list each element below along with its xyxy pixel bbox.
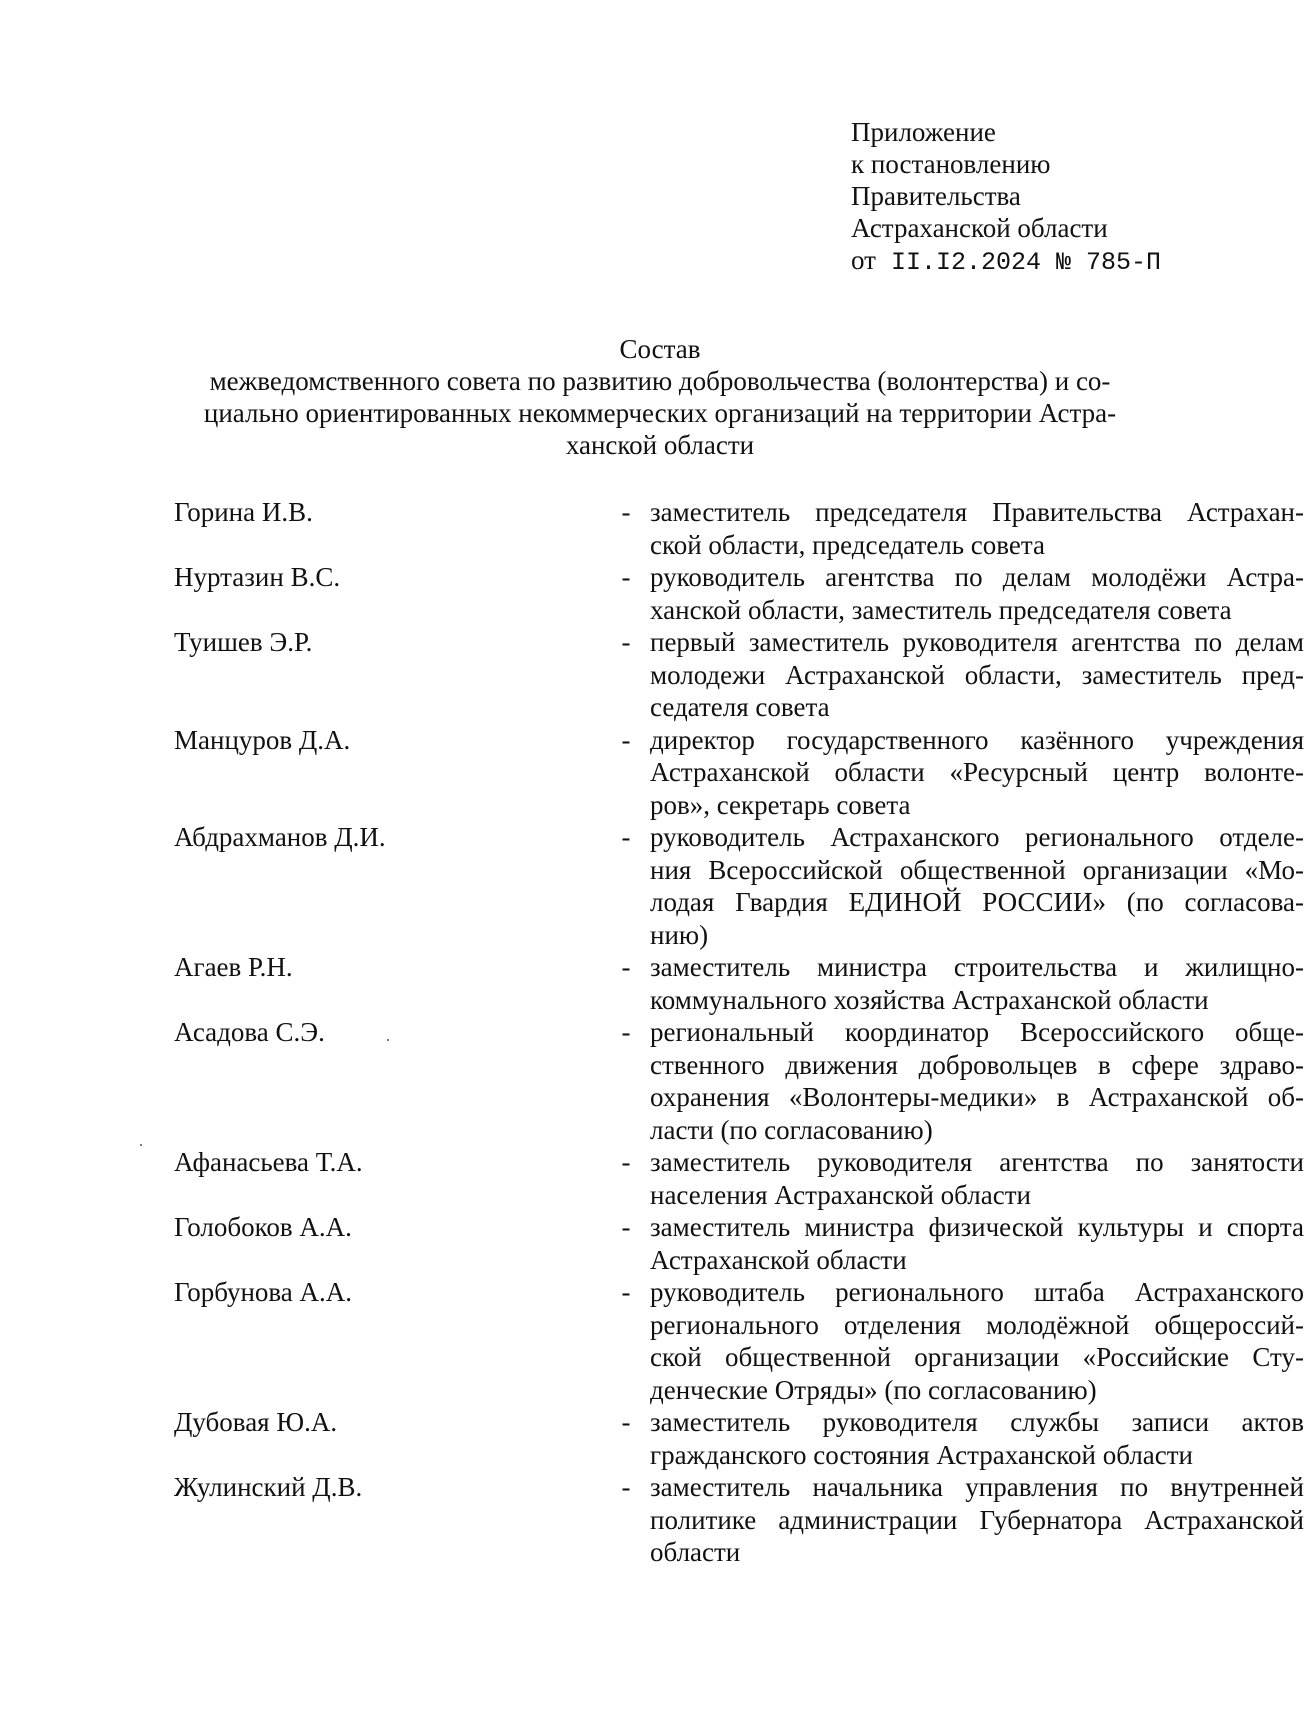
member-role <box>650 1016 1304 1146</box>
member-dash: - <box>621 1407 631 1437</box>
member-role-line: руководитель Астраханского регионального отделе- <box>650 822 1304 852</box>
member-role-line: политике администрации Губернатора Астраханской <box>650 1504 1304 1535</box>
member-dash: - <box>621 1472 631 1502</box>
title-heading: Состав <box>619 334 701 364</box>
member-role-line: гражданского состояния Астраханской области <box>650 1439 1194 1470</box>
member-role <box>650 1471 1304 1569</box>
member-role-line: коммунального хозяйства Астраханской области <box>650 984 1209 1015</box>
member-name: Агаев Р.Н. <box>174 952 293 982</box>
member-dash: - <box>621 562 631 592</box>
member-role-line: регионального отделения молодёжной общероссий- <box>650 1309 1304 1340</box>
member-role-line: руководитель агентства по делам молодёжи Астра- <box>650 562 1304 592</box>
member-role-line: заместитель руководителя службы записи актов <box>650 1407 1304 1437</box>
member-dash: - <box>621 1147 631 1177</box>
member-role-line: ской области, председатель совета <box>650 529 1045 560</box>
member-row <box>174 1016 1304 1146</box>
member-dash: - <box>621 1017 631 1047</box>
member-row <box>174 724 1304 822</box>
member-role-line: заместитель начальника управления по внутренней <box>650 1472 1304 1502</box>
member-role <box>650 561 1304 626</box>
appendix-line: к постановлению <box>851 149 1051 179</box>
title-line: межведомственного совета по развитию добровольчества (волонтерства) и со- <box>209 366 1111 396</box>
member-dash: - <box>621 627 631 657</box>
member-role-line: руководитель регионального штаба Астраханского <box>650 1277 1304 1307</box>
member-role-line: денческие Отряды» (по согласованию) <box>650 1374 1097 1405</box>
member-role-line: ров», секретарь совета <box>650 789 911 820</box>
member-row <box>174 1276 1304 1406</box>
member-name: Нуртазин В.С. <box>174 562 341 592</box>
member-role <box>650 951 1304 1016</box>
member-role-line: региональный координатор Всероссийского обще- <box>650 1017 1304 1047</box>
member-dash: - <box>621 952 631 982</box>
member-name: Афанасьева Т.А. <box>174 1147 363 1177</box>
member-role <box>650 1146 1304 1211</box>
member-row <box>174 496 1304 561</box>
member-role <box>650 724 1304 822</box>
members-list <box>174 496 1304 1569</box>
member-name: Жулинский Д.В. <box>174 1472 363 1502</box>
member-role <box>650 496 1304 561</box>
member-role-line: лодая Гвардия ЕДИНОЙ РОССИИ» (по согласова- <box>650 887 1304 917</box>
member-row <box>174 626 1304 724</box>
member-row <box>174 821 1304 951</box>
member-role-line: населения Астраханской области <box>650 1179 1031 1210</box>
member-name: Манцуров Д.А. <box>174 724 351 755</box>
member-dash: - <box>621 497 631 527</box>
member-role-line: ласти (по согласованию) <box>650 1114 933 1145</box>
member-name: Дубовая Ю.А. <box>174 1407 338 1437</box>
appendix-line: Астраханской области <box>851 213 1108 243</box>
member-dash: - <box>621 1277 631 1307</box>
member-name: Туишев Э.Р. <box>174 627 313 657</box>
title-line: циально ориентированных некоммерческих организаций на территории Астра- <box>203 398 1117 428</box>
document-title <box>160 333 1160 461</box>
appendix-line: Правительства <box>851 181 1021 211</box>
member-role <box>650 626 1304 724</box>
member-role-line: первый заместитель руководителя агентства по делам <box>650 627 1304 657</box>
member-role-line: ской общественной организации «Российские Сту- <box>650 1342 1304 1372</box>
scan-speck <box>387 1039 389 1041</box>
member-role-line: заместитель руководителя агентства по занятости <box>650 1147 1304 1177</box>
member-role-line: заместитель председателя Правительства Астрахан- <box>650 497 1304 527</box>
member-role-line: ханской области, заместитель председателя совета <box>650 594 1232 625</box>
member-name: Голобоков А.А. <box>174 1212 352 1242</box>
member-row <box>174 1146 1304 1211</box>
member-row <box>174 1406 1304 1471</box>
member-role-line: седателя совета <box>650 692 830 722</box>
member-dash: - <box>621 724 631 755</box>
scan-speck <box>140 1144 142 1146</box>
member-dash: - <box>621 1212 631 1242</box>
member-role-line: ния Всероссийской общественной организации «Мо- <box>650 854 1304 885</box>
member-name: Асадова С.Э. <box>174 1017 325 1047</box>
member-row <box>174 561 1304 626</box>
member-role <box>650 821 1304 951</box>
member-role-line: области <box>650 1537 741 1567</box>
title-line: ханской области <box>565 430 755 460</box>
member-role-line: нию) <box>650 919 709 950</box>
member-role <box>650 1211 1304 1276</box>
member-role-line: ственного движения добровольцев в сфере здраво- <box>650 1049 1304 1080</box>
member-name: Горбунова А.А. <box>174 1277 353 1307</box>
member-role <box>650 1276 1304 1406</box>
member-role-line: заместитель министра строительства и жилищно- <box>650 952 1304 982</box>
appendix-line: Приложение <box>851 117 996 147</box>
member-name: Абдрахманов Д.И. <box>174 822 386 852</box>
member-role-line: директор государственного казённого учреждения <box>650 724 1304 755</box>
appendix-date-line <box>851 244 1161 279</box>
date-value: II.I2.2024 № 785-П <box>890 248 1162 277</box>
member-row <box>174 1211 1304 1276</box>
member-role-line: Астраханской области <box>650 1244 907 1275</box>
member-role-line: охранения «Волонтеры-медики» в Астраханской об- <box>650 1082 1304 1112</box>
member-row <box>174 951 1304 1016</box>
member-name: Горина И.В. <box>174 497 313 527</box>
member-role-line: заместитель министра физической культуры и спорта <box>650 1212 1304 1242</box>
member-role-line: молодежи Астраханской области, заместитель пред- <box>650 659 1304 690</box>
member-role <box>650 1406 1304 1471</box>
appendix-header <box>851 116 1161 279</box>
member-dash: - <box>621 822 631 852</box>
date-prefix: от <box>851 245 876 275</box>
member-role-line: Астраханской области «Ресурсный центр волонте- <box>650 757 1304 787</box>
member-row <box>174 1471 1304 1569</box>
